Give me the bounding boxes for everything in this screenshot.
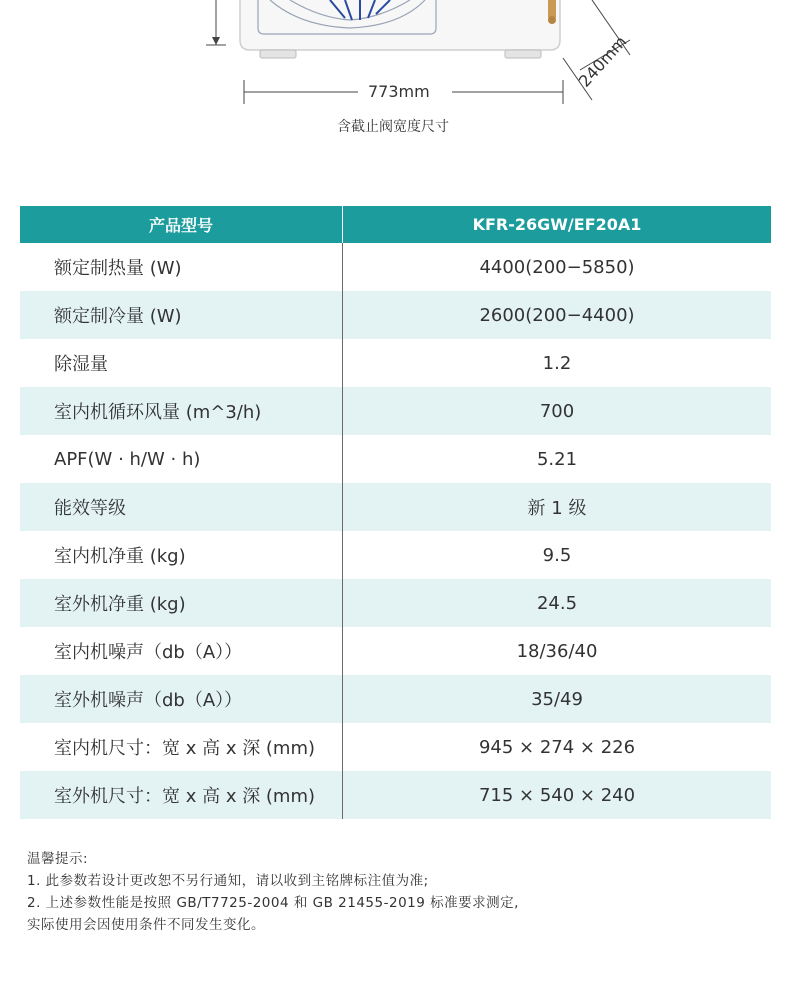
table-row — [20, 483, 771, 531]
note-line: 1. 此参数若设计更改恕不另行通知，请以收到主铭牌标注值为准; — [27, 873, 429, 889]
row-value: 24.5 — [343, 579, 772, 627]
dimension-caption: 含截止阀宽度尺寸 — [337, 119, 449, 135]
depth-dimension-label: 240mm — [575, 32, 631, 91]
notes-section — [27, 848, 767, 936]
note-line: 2. 上述参数性能是按照 GB/T7725-2004 和 GB 21455-2019 标准要求测定, — [27, 895, 519, 911]
row-label: 室内机噪声（db（A）） — [54, 642, 243, 663]
row-value: 4400(200−5850) — [343, 243, 772, 291]
table-row — [20, 627, 771, 675]
notes-title: 温馨提示: — [27, 851, 89, 867]
row-label: 室外机尺寸：宽 x 高 x 深 (mm) — [20, 771, 343, 819]
row-label: APF(W · h/W · h) — [54, 448, 201, 470]
row-label: 室外机噪声（db（A）） — [20, 675, 343, 723]
spec-table — [20, 206, 771, 819]
row-label: 室内机净重 (kg) — [54, 546, 186, 567]
row-value: 18/36/40 — [343, 627, 772, 675]
table-row — [20, 771, 771, 819]
row-label: 除湿量 — [54, 354, 108, 375]
row-value: 700 — [343, 387, 772, 435]
note-line: 实际使用会因使用条件不同发生变化。 — [27, 917, 265, 933]
row-value: 新 1 级 — [343, 483, 772, 531]
row-value: 35/49 — [343, 675, 772, 723]
table-row — [20, 723, 771, 771]
row-label: 室内机循环风量 (m^3/h) — [20, 387, 343, 435]
row-value: 5.21 — [343, 435, 772, 483]
row-label: 室内机尺寸：宽 x 高 x 深 (mm) — [54, 738, 316, 759]
row-label: 能效等级 — [20, 483, 343, 531]
row-value: 1.2 — [343, 339, 772, 387]
header-product-model-label: 产品型号 — [20, 206, 343, 243]
width-dimension-label: 773mm — [368, 82, 430, 101]
table-row — [20, 435, 771, 483]
table-row — [20, 579, 771, 627]
row-value: 715 × 540 × 240 — [343, 771, 772, 819]
table-row — [20, 243, 771, 291]
table-row — [20, 675, 771, 723]
table-row — [20, 387, 771, 435]
row-label: 室外机净重 (kg) — [20, 579, 343, 627]
row-value: 945 × 274 × 226 — [343, 723, 772, 771]
row-label: 额定制热量 (W) — [54, 258, 182, 279]
header-product-model-value: KFR-26GW/EF20A1 — [343, 206, 772, 243]
table-header-row — [20, 206, 771, 243]
product-dimension-illustration — [0, 0, 790, 150]
table-row — [20, 291, 771, 339]
table-row — [20, 531, 771, 579]
table-row — [20, 339, 771, 387]
row-value: 2600(200−4400) — [343, 291, 772, 339]
row-value: 9.5 — [343, 531, 772, 579]
row-label: 额定制冷量 (W) — [20, 291, 343, 339]
